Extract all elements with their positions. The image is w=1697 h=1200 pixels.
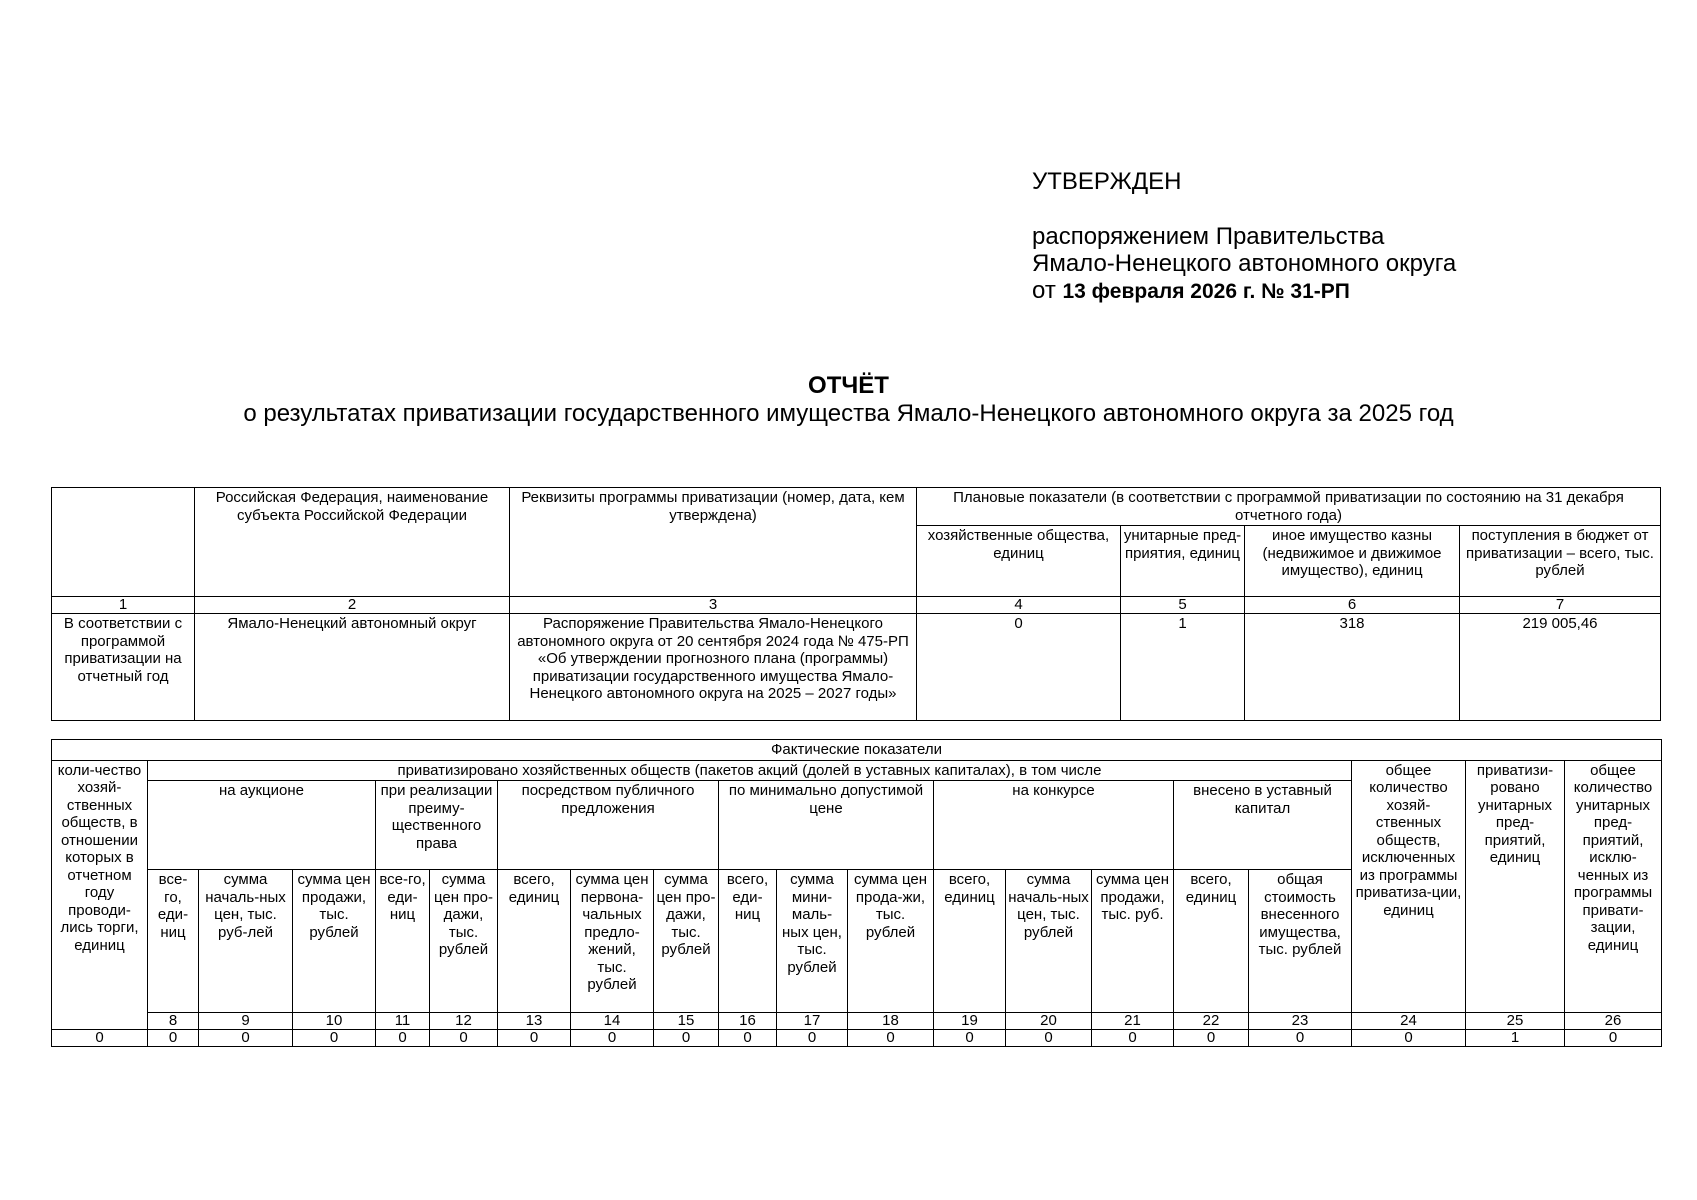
plan-row-label: В соответствии с программой приватизации на отчетный год xyxy=(52,614,195,721)
actual-value: 0 xyxy=(52,1030,148,1047)
plan-row-program: Распоряжение Правительства Ямало-Ненецкого автономного округа от 20 сентября 2024 года № 475-РП «Об утверждении прогнозного плана (программы) приватизации государственного имущества Ямало-Ненецкого автономного округа на 2025 – 2027 годы» xyxy=(510,614,917,721)
group-min-price: по минимально допустимой цене xyxy=(719,781,934,870)
actual-value: 0 xyxy=(934,1030,1006,1047)
plan-row-budget: 219 005,46 xyxy=(1460,614,1661,721)
plan-col-number: 2 xyxy=(195,597,510,614)
group-contest: на конкурсе xyxy=(934,781,1174,870)
plan-header-c6: иное имущество казны (недвижимое и движимое имущество), единиц xyxy=(1245,526,1460,597)
actual-value: 0 xyxy=(498,1030,571,1047)
actual-col-number: 24 xyxy=(1352,1013,1466,1030)
plan-header-c5: унитарные пред-приятия, единиц xyxy=(1121,526,1245,597)
actual-value: 0 xyxy=(1249,1030,1352,1047)
sub-c17: всего, еди-ниц xyxy=(719,870,777,1013)
actual-col-number: 21 xyxy=(1092,1013,1174,1030)
actual-header-c27: общее количество унитарных пред-приятий, исклю-ченных из программы привати-зации, единиц xyxy=(1565,760,1662,1013)
sub-c20: всего, единиц xyxy=(934,870,1006,1013)
approval-stamp: УТВЕРЖДЕН xyxy=(1032,168,1182,195)
document-title xyxy=(0,372,1697,428)
actual-col-number: 18 xyxy=(848,1013,934,1030)
actual-col-number: 22 xyxy=(1174,1013,1249,1030)
approval-block xyxy=(1032,168,1456,305)
actual-value: 0 xyxy=(719,1030,777,1047)
actual-title-row xyxy=(52,740,1662,761)
plan-number-row xyxy=(52,597,1661,614)
actual-header-c8: коли-чество хозяй-ственных обществ, в отношении которых в отчетном году проводи-лись торги, единиц xyxy=(52,760,148,1030)
actual-value: 0 xyxy=(1352,1030,1466,1047)
report-subtitle: о результатах приватизации государственного имущества Ямало-Ненецкого автономного округа за 2025 год xyxy=(243,400,1454,427)
actual-col-number: 17 xyxy=(777,1013,848,1030)
sub-c16: сумма цен про-дажи, тыс. рублей xyxy=(654,870,719,1013)
plan-header-c4: хозяйственные общества, единиц xyxy=(917,526,1121,597)
sub-c13: сумма цен про-дажи, тыс. рублей xyxy=(430,870,498,1013)
actual-header-row xyxy=(52,760,1662,781)
plan-header-c2: Российская Федерация, наименование субъекта Российской Федерации xyxy=(195,488,510,597)
sub-c21: сумма началь-ных цен, тыс. рублей xyxy=(1006,870,1092,1013)
sub-c24: общая стоимость внесенного имущества, тыс. рублей xyxy=(1249,870,1352,1013)
actual-col-number: 15 xyxy=(654,1013,719,1030)
actual-value: 0 xyxy=(376,1030,430,1047)
actual-value: 0 xyxy=(293,1030,376,1047)
actual-value: 0 xyxy=(430,1030,498,1047)
plan-header-row xyxy=(52,488,1661,526)
actual-col-number: 25 xyxy=(1466,1013,1565,1030)
plan-data-row xyxy=(52,614,1661,721)
actual-col-number: 20 xyxy=(1006,1013,1092,1030)
actual-col-number: 16 xyxy=(719,1013,777,1030)
sub-c18: сумма мини-маль-ных цен, тыс. рублей xyxy=(777,870,848,1013)
group-public-offer: посредством публичного предложения xyxy=(498,781,719,870)
actual-header-privatized: приватизировано хозяйственных обществ (пакетов акций (долей в уставных капиталах), в том числе xyxy=(148,760,1352,781)
actual-value: 1 xyxy=(1466,1030,1565,1047)
sub-c23: всего, единиц xyxy=(1174,870,1249,1013)
plan-col-number: 1 xyxy=(52,597,195,614)
plan-col-number: 7 xyxy=(1460,597,1661,614)
actual-table-title: Фактические показатели xyxy=(52,740,1662,761)
plan-table xyxy=(51,487,1661,721)
sub-c12: все-го, еди-ниц xyxy=(376,870,430,1013)
sub-c19: сумма цен прода-жи, тыс. рублей xyxy=(848,870,934,1013)
group-preemptive: при реализации преиму-щественного права xyxy=(376,781,498,870)
sub-c9: все-го, еди-ниц xyxy=(148,870,199,1013)
plan-col-number: 4 xyxy=(917,597,1121,614)
actual-col-number: 13 xyxy=(498,1013,571,1030)
actual-value: 0 xyxy=(654,1030,719,1047)
actual-value-row xyxy=(52,1030,1662,1047)
actual-value: 0 xyxy=(1006,1030,1092,1047)
approval-date-line xyxy=(1032,277,1456,305)
actual-value: 0 xyxy=(1174,1030,1249,1047)
plan-header-indicators: Плановые показатели (в соответствии с программой приватизации по состоянию на 31 декабря отчетного года) xyxy=(917,488,1661,526)
actual-col-number: 9 xyxy=(199,1013,293,1030)
actual-value: 0 xyxy=(1092,1030,1174,1047)
approval-date-number: 13 февраля 2026 г. № 31-РП xyxy=(1062,280,1350,303)
sub-c14: всего, единиц xyxy=(498,870,571,1013)
actual-col-number: 23 xyxy=(1249,1013,1352,1030)
plan-row-enterprises: 1 xyxy=(1121,614,1245,721)
plan-row-other-property: 318 xyxy=(1245,614,1460,721)
actual-table xyxy=(51,739,1662,1047)
report-title: ОТЧЁТ xyxy=(808,372,889,399)
plan-header-c7: поступления в бюджет от приватизации – всего, тыс. рублей xyxy=(1460,526,1661,597)
actual-col-number: 10 xyxy=(293,1013,376,1030)
approval-date-prefix: от xyxy=(1032,277,1056,304)
actual-value: 0 xyxy=(148,1030,199,1047)
plan-row-subject: Ямало-Ненецкий автономный округ xyxy=(195,614,510,721)
plan-header-c3: Реквизиты программы приватизации (номер, дата, кем утверждена) xyxy=(510,488,917,597)
plan-row-companies: 0 xyxy=(917,614,1121,721)
approval-line-2: Ямало-Ненецкого автономного округа xyxy=(1032,250,1457,277)
actual-value: 0 xyxy=(199,1030,293,1047)
actual-header-c25: общее количество хозяй-ственных обществ, исключенных из программы приватиза-ции, единиц xyxy=(1352,760,1466,1013)
actual-header-c26: приватизи-ровано унитарных пред-приятий, единиц xyxy=(1466,760,1565,1013)
group-capital: внесено в уставный капитал xyxy=(1174,781,1352,870)
plan-col-number: 3 xyxy=(510,597,917,614)
actual-col-number: 12 xyxy=(430,1013,498,1030)
plan-col-number: 6 xyxy=(1245,597,1460,614)
plan-col-number: 5 xyxy=(1121,597,1245,614)
actual-col-number: 8 xyxy=(148,1013,199,1030)
actual-col-number: 19 xyxy=(934,1013,1006,1030)
sub-c10: сумма началь-ных цен, тыс. руб-лей xyxy=(199,870,293,1013)
actual-value: 0 xyxy=(777,1030,848,1047)
approval-line-1: распоряжением Правительства xyxy=(1032,223,1385,250)
plan-header-c1 xyxy=(52,488,195,597)
actual-value: 0 xyxy=(1565,1030,1662,1047)
actual-col-number: 14 xyxy=(571,1013,654,1030)
actual-col-number: 26 xyxy=(1565,1013,1662,1030)
sub-c15: сумма цен первона-чальных предло-жений, тыс. рублей xyxy=(571,870,654,1013)
actual-number-row xyxy=(52,1013,1662,1030)
actual-col-number: 11 xyxy=(376,1013,430,1030)
sub-c22: сумма цен продажи, тыс. руб. xyxy=(1092,870,1174,1013)
group-auction: на аукционе xyxy=(148,781,376,870)
sub-c11: сумма цен продажи, тыс. рублей xyxy=(293,870,376,1013)
actual-value: 0 xyxy=(848,1030,934,1047)
actual-value: 0 xyxy=(571,1030,654,1047)
